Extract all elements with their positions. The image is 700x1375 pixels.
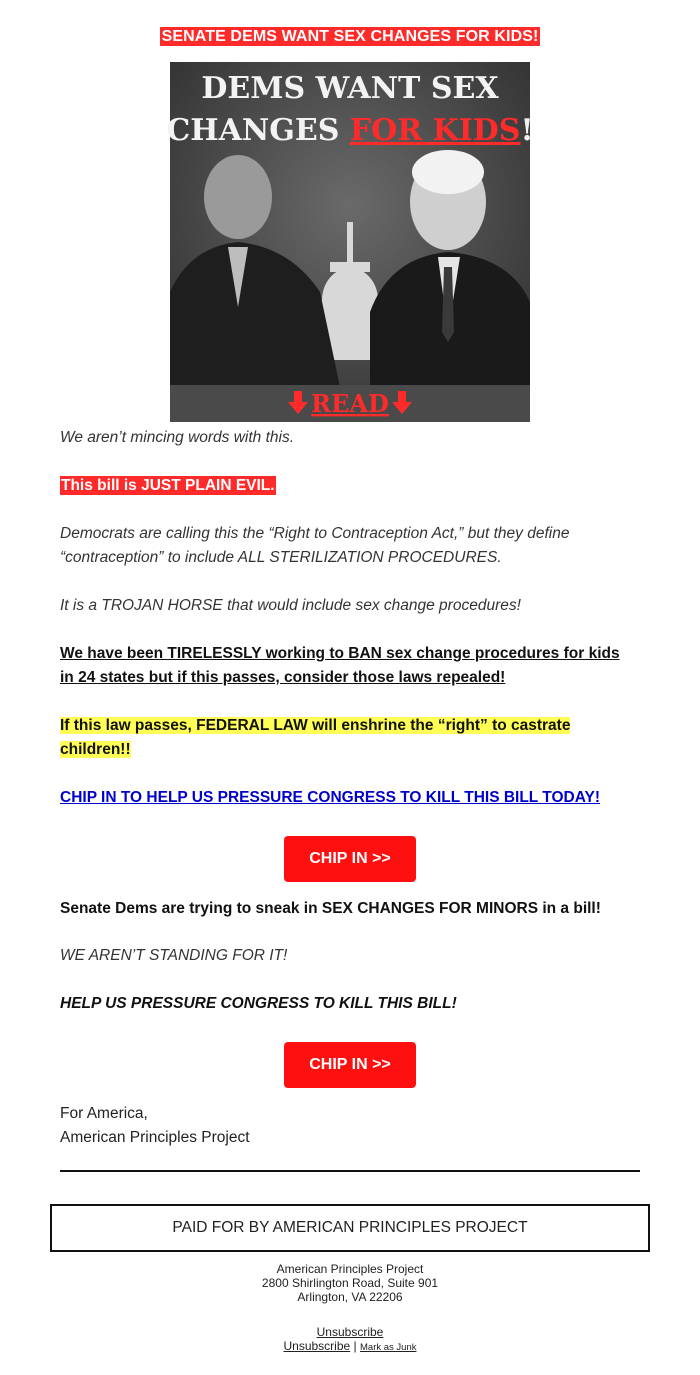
- paragraph-tirelessly: [60, 642, 645, 690]
- unsubscribe-separator: |: [353, 1339, 357, 1353]
- unsubscribe-link[interactable]: Unsubscribe: [316, 1325, 384, 1339]
- paragraph-senate-dems: Senate Dems are trying to sneak in SEX CHANGES FOR MINORS in a bill!: [60, 900, 601, 917]
- signoff-line2: American Principles Project: [60, 1129, 250, 1146]
- signoff: [60, 1102, 645, 1150]
- paragraph-help-us: HELP US PRESSURE CONGRESS TO KILL THIS BILL!: [60, 995, 457, 1012]
- signoff-line1: For America,: [60, 1105, 148, 1122]
- read-label: READ: [311, 389, 389, 418]
- address-line2: 2800 Shirlington Road, Suite 901: [261, 1276, 439, 1290]
- federal-law-line2: children!!: [60, 741, 131, 758]
- paragraph-evil: [60, 474, 645, 498]
- hero-title-line1: DEMS WANT SEX: [201, 71, 499, 106]
- paragraph-contraception-line2: “contraception” to include ALL STERILIZATION PROCEDURES.: [60, 549, 502, 566]
- paid-for-box: [50, 1204, 650, 1252]
- address-block: [0, 1262, 700, 1304]
- paragraph-tirelessly-line1: We have been TIRELESSLY working to BAN sex change procedures for kids: [60, 645, 620, 662]
- hero-title-line2: [166, 113, 533, 148]
- address-line3: Arlington, VA 22206: [297, 1290, 403, 1304]
- headline-row: [0, 28, 700, 46]
- paragraph-federal-law: [60, 714, 645, 762]
- paragraph-trojan-horse: It is a TROJAN HORSE that would include sex change procedures!: [60, 597, 521, 614]
- paragraph-contraception-line1: Democrats are calling this the “Right to Contraception Act,” but they define: [60, 525, 570, 542]
- paid-for-text: PAID FOR BY AMERICAN PRINCIPLES PROJECT: [172, 1219, 528, 1236]
- mark-as-junk-link[interactable]: Mark as Junk: [360, 1342, 417, 1353]
- unsubscribe-row: [0, 1325, 700, 1339]
- headline-banner: SENATE DEMS WANT SEX CHANGES FOR KIDS!: [161, 28, 539, 45]
- hero-title-line2-end: !: [520, 113, 534, 148]
- hero-title-line2-red: FOR KIDS: [349, 113, 521, 148]
- evil-highlight: This bill is JUST PLAIN EVIL.: [61, 477, 275, 494]
- unsubscribe-row-2: [0, 1339, 700, 1353]
- federal-law-line1: If this law passes, FEDERAL LAW will enshrine the “right” to castrate: [60, 717, 571, 734]
- hero-title-line2-white: CHANGES: [166, 113, 350, 148]
- chip-in-link-row: [60, 786, 645, 810]
- hero-graphic: [166, 62, 534, 422]
- address-line1: American Principles Project: [276, 1262, 424, 1276]
- paragraph-tirelessly-line2: in 24 states but if this passes, consider those laws repealed!: [60, 669, 506, 686]
- hero-image[interactable]: [166, 62, 534, 422]
- divider: [60, 1170, 640, 1172]
- paragraph-contraception: [60, 522, 645, 570]
- paragraph-not-standing: WE AREN’T STANDING FOR IT!: [60, 947, 288, 964]
- chip-in-button-1[interactable]: CHIP IN >>: [284, 836, 416, 882]
- chip-in-button-2[interactable]: CHIP IN >>: [284, 1042, 416, 1088]
- paragraph-intro: We aren’t mincing words with this.: [60, 429, 295, 446]
- unsubscribe-link-2[interactable]: Unsubscribe: [283, 1339, 351, 1353]
- chip-in-link[interactable]: CHIP IN TO HELP US PRESSURE CONGRESS TO KILL THIS BILL TODAY!: [60, 789, 601, 806]
